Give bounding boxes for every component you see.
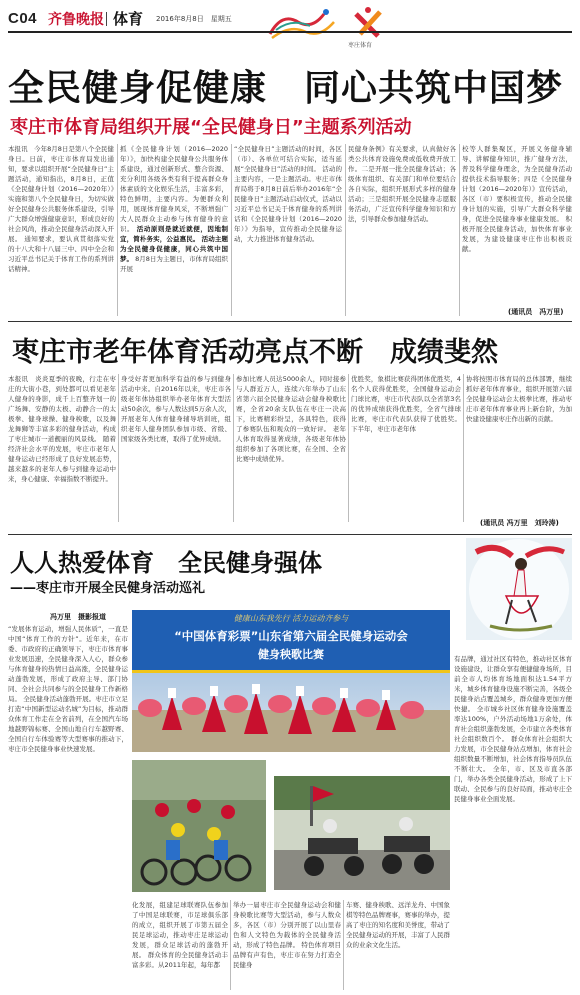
- photo-cyclists: [132, 760, 266, 892]
- photo1-banner: “中国体育彩票”山东省第六届全民健身运动会: [174, 629, 408, 643]
- article1-col3-text: “全民健身日”主题活动的时间，各区（市）、各单位可结合实际，适当延展“全民健身日”活动的时间。: [234, 145, 342, 173]
- article1-col5b-text: 积极开展全民健身活动，加快体育事业发展，为建设健康枣庄作出积极贡献。: [462, 215, 572, 253]
- photo1-banner-sub: 健身秧歌比赛: [258, 648, 324, 661]
- article2-col3b-text: 老年人体育取得显著成绩，各级老年体协组织参加了各项比赛，在全国、全省比赛中成绩优异。: [236, 425, 346, 463]
- column-divider: [231, 144, 232, 316]
- article2-column-1: [8, 374, 116, 524]
- photo-motorcycles: [274, 776, 450, 890]
- article1-column-3: [234, 144, 342, 318]
- fitness-logo-icon: [262, 4, 342, 42]
- column-divider: [345, 144, 346, 316]
- article1-col2d-text: 8月8日为主题日，市体育局组织开展: [120, 255, 228, 273]
- issue-date: 2016年8月8日 星期五: [156, 15, 232, 23]
- section-divider: [8, 321, 572, 322]
- article1-subhead: 枣庄市体育局组织开展“全民健身日”主题系列活动: [10, 117, 412, 138]
- article2-column-5: [466, 374, 572, 514]
- article1-column-1: [8, 144, 114, 318]
- article1-column-2: [120, 144, 228, 318]
- article3-mid2b-text: 特色体育项目品牌有声有色，枣庄市在努力打造全民健身: [233, 941, 341, 969]
- newspaper-brand: 齐鲁晚报: [48, 12, 104, 28]
- photo-yangge-performance: [132, 610, 450, 752]
- article3-mid3-text: 车赛、健身秧歌、远洋龙舟、中国象棋等特色品牌赛事，赛事的举办，提高了枣庄的知名度和美誉度，带动了全民健身运动的开展，丰富了人民群众的业余文化生活。: [346, 901, 450, 949]
- article3-headline: 人人热爱体育 全民健身强体: [10, 549, 322, 577]
- article3-column-mid-3: [346, 900, 450, 992]
- article1-column-5: [462, 144, 572, 304]
- article3-right2-text: 全市城乡社区体育健身设施覆盖率达100%，户外活动场地1万余处，体育社会组织蓬勃发展，全市建立各类体育社会组织数百个。: [454, 705, 572, 743]
- article2-col4b-text: 下半年，枣庄市老年体: [351, 425, 416, 433]
- article2-column-2: [121, 374, 231, 524]
- article2-column-3: [236, 374, 346, 524]
- article1-col5-text: 校等人群集聚区，开展义务健身辅导、讲解健身知识，推广健身方法，普及科学健身理念，为全民健身活动提供技术指导服务；四是《全民健身计划（2016—2020年）》宣传活动，各区（市）要积极宣传，推动全民健身计划的实施，引导广大群众科学健身，促进全民健身事业健康发展。: [462, 145, 572, 223]
- article1-col3b-text: 活动的主要内容，一是主题活动。枣庄市体育局将于8月8日前后举办2016年“全民健身日”主题活动启动仪式，活动以习近平总书记关于体育健身的系列讲话和《全民健身计划（2016—2020年）》为指导，宣传推动全民健身运动，大力推进体育健身活动。: [234, 165, 342, 243]
- article3-column-mid-1: [132, 900, 228, 992]
- article3-right3-text: 群众体育社会组织大力发展，市全民健身站点增加，体育社会组织数量不断增加，社会体育指导员队伍不断壮大。: [454, 735, 572, 773]
- section-divider: [8, 534, 572, 535]
- article2-col1-text: 本报讯 炎炎夏季的夜晚，行走在枣庄的大街小巷，到处都可以看见老年人健身的身影，成千上百整齐划一的广场舞、安静的太极、动静合一的太极拳、健身球操、健身秧歌，以及舞龙舞狮等丰富多彩的健身活动，构成了枣庄城市一道靓丽的风景线。: [8, 375, 116, 443]
- cyclists-image-icon: [132, 760, 266, 892]
- column-divider: [230, 900, 231, 990]
- photo-dancer: [466, 538, 572, 640]
- article1-col2-text: 抓《全民健身计划（2016—2020年）》，加快构建全民健身公共服务体系建设，通过创新形式、整合资源、充分利用各级各类有利于提高群众身体素质的文化娱乐生活，丰富多彩，特色鲜明，主要内容。为便群众利用，展现体育健身风采，不断增强广大人民群众主动参与体育健身的意识。: [120, 145, 228, 233]
- article3-subhead: ——枣庄市开展全民健身活动巡礼: [10, 581, 206, 596]
- article2-col4-text: 优胜奖，象棋比赛获得团体优胜奖，4名个人获得优胜奖，全国健身运动会门球比赛，枣庄市代表队以全省第3名的优异成绩获得优胜奖，全省气排球比赛，枣庄市代表队获得了优胜奖。: [351, 375, 461, 423]
- header-separator: [106, 12, 107, 26]
- photo1-slogan: 健康山东我先行 活力运动齐参与: [233, 614, 349, 623]
- article1-col1-text: 本报讯 今年8月8日是第八个全民健身日。日前，枣庄市体育局发出通知，要求以组织开展“全民健身日”主题活动，通知指出，8月8日，正值《全民健身计划（2016—2020年）》实施和第八个全民健身日，为切实做好全民健身公共服务体系建设，引导广大群众增强健康意识，形成良好的社会风尚，推动全民健身活动深入开展。: [8, 145, 114, 243]
- article3-mid2-text: 举办一届枣庄市全民健身运动会和健身秧歌比赛等大型活动，参与人数众多，各区（市）分别开展了以山里春色和人文特色为载体的全民健身活动，形成了特色品牌。: [233, 901, 341, 949]
- article3-column-mid-2: [233, 900, 341, 992]
- header-rule: [8, 31, 572, 33]
- article2-col1b-text: 随着经济社会水平的发展，枣庄市老年人健身运动已经形成了良好发展态势，越来越多的老年人参与到健身运动中来，身心健康、幸福指数不断提升。: [8, 435, 116, 483]
- article3-col1-text: “发展体育运动，增强人民体质”，一直是中国“体育工作的方针”。近年来，在市委、市政府的正确领导下，枣庄市体育事业发展迅速，全民健身深入人心，群众参与体育健身的热情日益高涨，全民健身运动蓬勃发展，形成了政府主导、部门协同、全社会共同参与的全民健身工作新格局。: [8, 625, 128, 703]
- column-divider: [459, 144, 460, 316]
- column-divider: [117, 144, 118, 316]
- article3-byline: 冯万里 摄影报道: [50, 613, 106, 621]
- column-divider: [463, 374, 464, 522]
- article3-right-text: 有品牌，通过社区有特色，推动社区体育设施建设，让群众享有便捷健身场所，目前全市人均体育场地面积达1.54平方米，城乡体育健身设施不断完善，各级全民健身站点覆盖城乡，群众健身更加方便快捷。: [454, 655, 572, 713]
- article1-col2-bold: 活动原则是就近就便，因地制宜，简朴务实，公益惠民。: [120, 225, 228, 243]
- article1-col4-text: 民健身条例》有关要求，认真做好各类公共体育设施免费或低收费开放工作。二是开展一批全民健身活动；各级体育组织、有关部门和单位要结合各自实际，组织开展形式多样的健身活动；三是组织开展全民健身志愿服务活动，广泛宣传科学健身知识和方法，引导群众参加健身活动。: [348, 145, 456, 223]
- article2-column-4: [351, 374, 461, 524]
- article3-column-right: [454, 654, 572, 992]
- article2-headline: 枣庄市老年体育活动亮点不断 成绩斐然: [12, 337, 498, 368]
- column-divider: [118, 374, 119, 522]
- dancer-image-icon: [466, 538, 572, 640]
- page-number: C04: [8, 10, 38, 27]
- article2-col2-text: 身受好者更加科学有益的参与到健身活动中来。自2016年以来，枣庄市各级老年体协组织举办老年体育大型活动50余次，参与人数达到5万余人次，开展老年人体育健身辅导培训班，组织老年人健身团队参加市级、省级、国家级各类比赛，取得了优异成绩。: [121, 375, 231, 443]
- article3-mid1b-text: 群众体育的全民健身活动丰富多彩。从2011年起，每年都: [132, 951, 228, 969]
- article1-column-4: [348, 144, 456, 318]
- article2-col5-text: 协将按照市体育局的总体部署，继续抓好老年体育事业，组织开展第六届全民健身运动会太极拳比赛，推动枣庄市老年体育事业再上新台阶，为加快建设健康枣庄作出新的贡献。: [466, 375, 572, 423]
- article3-column-1: [8, 624, 128, 992]
- article1-col2-theme: 活动主题为全民健身促健康，同心共筑中国梦。: [120, 235, 228, 263]
- section-title: 体育: [113, 10, 144, 28]
- column-divider: [343, 900, 344, 990]
- column-divider: [233, 374, 234, 522]
- article2-credit: (通讯员 冯万里 刘玲涛): [480, 519, 559, 527]
- article1-headline: 全民健身促健康 同心共筑中国梦: [8, 68, 564, 109]
- article2-col3-text: 参加比赛人员达5000余人，同时接参与人群近万人，连续六年举办了山东省第六届全民健身运动会健身秧歌比赛，全省20余支队伍在枣庄一决高下，比赛精彩纷呈，各具特色，获得了参赛队伍和观众的一致好评。: [236, 375, 346, 433]
- logo-caption: 枣庄体育: [348, 42, 373, 49]
- motorcycles-image-icon: [274, 776, 450, 890]
- article3-col1b-text: 全民健身活动蓬勃开展。枣庄市立足打造“中国新型运动名城”为目标，推动群众体育工作走在全省前列，在全国汽车场地越野锦标赛、全国山地自行车越野赛、全国自行车体验赛等大型赛事的推动下，枣庄市全民健身事业快速发展。: [8, 695, 128, 753]
- article3-right4-text: 全年，市、区及市直各部门，举办各类全民健身活动，形成了上下联动、全民参与的良好局面，推动枣庄全民健身事业全面发展。: [454, 765, 572, 803]
- column-divider: [348, 374, 349, 522]
- article3-mid1-text: 化发展，组建足球联赛队伍参加了中国足球联赛，市足球俱乐部的成立，组织开展了市第五届全民足球运动，推动枣庄足球运动发展，群众足球活动的蓬勃开展。: [132, 901, 228, 959]
- article1-col1b-text: 通知要求，要认真贯彻落实党的十八大和十八届三中、四中全会和习近平总书记关于体育工作的系列讲话精神。: [8, 235, 114, 273]
- article1-credit: (通讯员 冯万里): [508, 308, 564, 316]
